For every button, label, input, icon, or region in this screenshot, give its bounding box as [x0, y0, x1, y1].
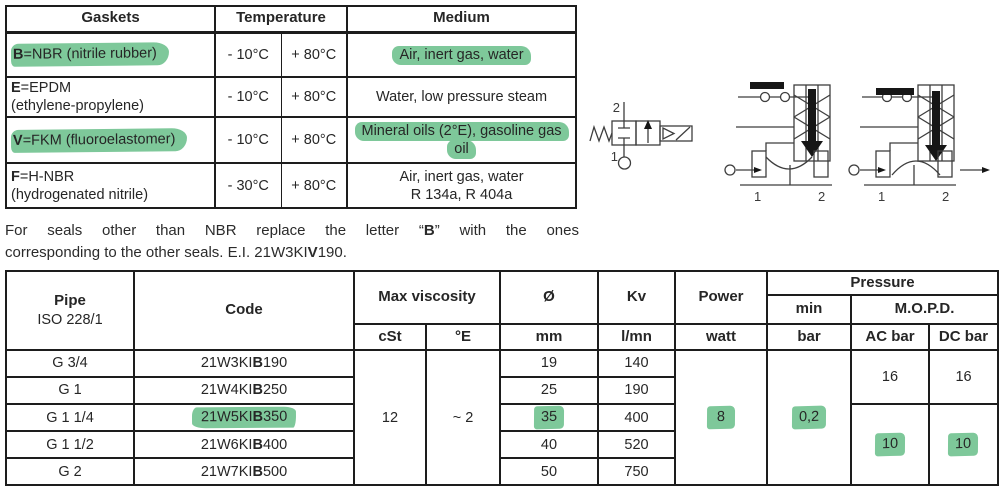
gasket-name-cell — [6, 163, 215, 208]
oe-value-cell: ~ 2 — [426, 350, 500, 485]
gasket-row-fkm — [6, 117, 576, 163]
code-text: 21W6KI — [200, 436, 253, 453]
medium-cell — [347, 163, 576, 208]
pipe-cell: G 2 — [6, 458, 134, 485]
dc-bar-header: DC bar — [929, 324, 998, 350]
medium-cell: Water, low pressure steam — [347, 77, 576, 117]
diameter-cell: 19 — [500, 350, 598, 377]
valve-section-open-icon — [849, 85, 990, 204]
pipe-header — [6, 271, 134, 350]
spec-header-row-1 — [6, 271, 998, 295]
note-text: 190. — [317, 243, 347, 261]
highlight-marker — [192, 407, 296, 429]
code-header: Code — [134, 271, 354, 350]
temp-max-cell: + 80°C — [281, 32, 347, 77]
power-header: Power — [675, 271, 767, 324]
code-seal-letter: B — [252, 355, 263, 372]
code-text: 21W3KI — [200, 355, 253, 372]
ac-bar-header: AC bar — [851, 324, 929, 350]
note-text: ” with the ones — [434, 222, 579, 239]
gasket-name: =H-NBR — [19, 168, 75, 185]
code-seal-letter: B — [252, 463, 263, 480]
watt-unit-header: watt — [675, 324, 767, 350]
gasket-letter: E — [11, 80, 21, 96]
code-cell — [134, 458, 354, 485]
code-cell — [134, 377, 354, 404]
medium-cell — [347, 117, 576, 163]
highlight-marker — [11, 42, 169, 67]
lmn-unit-header: l/mn — [598, 324, 675, 350]
code-text: 21W7KI — [200, 463, 253, 480]
code-seal-letter: B — [252, 382, 263, 399]
gaskets-column-header: Gaskets — [6, 6, 215, 32]
code-text: 190 — [262, 355, 288, 372]
note-text: corresponding to the other seals. E.I. 21W3KI — [5, 243, 308, 261]
highlight-marker: Air, inert gas, water — [392, 46, 530, 65]
oe-unit-header: °E — [426, 324, 500, 350]
note-bold-letter: V — [307, 243, 318, 261]
diameter-cell: 40 — [500, 431, 598, 458]
highlight-marker: Mineral oils (2°E), gasoline gas oil — [355, 122, 569, 159]
valve-symbol-icon — [590, 100, 692, 169]
diameter-cell: 25 — [500, 377, 598, 404]
gasket-name: =NBR (nitrile rubber) — [23, 45, 157, 63]
diameter-cell: 50 — [500, 458, 598, 485]
kv-cell: 750 — [598, 458, 675, 485]
pipe-cell: G 1 1/2 — [6, 431, 134, 458]
bar-unit-header: bar — [767, 324, 851, 350]
temp-min-cell: - 10°C — [215, 117, 281, 163]
port-label: 2 — [942, 189, 950, 204]
pipe-cell: G 1 — [6, 377, 134, 404]
code-seal-letter: B — [252, 436, 263, 453]
diameter-header: Ø — [500, 271, 598, 324]
highlight-marker: 35 — [534, 406, 564, 430]
port-label: 2 — [818, 189, 826, 204]
note-line2 — [5, 242, 579, 264]
highlight-marker — [11, 128, 188, 153]
highlight-marker: 10 — [948, 433, 978, 457]
gasket-name: =FKM (fluoroelastomer) — [22, 130, 176, 149]
gasket-name-line2: (ethylene-propylene) — [11, 98, 144, 115]
seal-replacement-note — [5, 220, 579, 264]
kv-cell: 140 — [598, 350, 675, 377]
spec-row-g34 — [6, 350, 998, 377]
gasket-letter: V — [12, 132, 23, 149]
gasket-name: =EPDM — [20, 80, 72, 96]
medium-line1: Air, inert gas, water — [399, 168, 524, 185]
code-text: 500 — [262, 463, 288, 480]
highlight-marker: 0,2 — [792, 406, 826, 430]
gaskets-table — [5, 5, 577, 209]
min-pressure-subheader: min — [767, 295, 851, 324]
valve-diagrams — [578, 55, 998, 215]
pipe-header-label: Pipe — [54, 292, 86, 310]
gaskets-header-row — [6, 6, 576, 32]
mopd-subheader: M.O.P.D. — [851, 295, 998, 324]
note-line1 — [5, 220, 579, 242]
power-value-cell — [675, 350, 767, 485]
medium-cell — [347, 32, 576, 77]
gasket-row-epdm — [6, 77, 576, 117]
port-label: 2 — [612, 100, 620, 115]
code-text: 250 — [262, 382, 288, 399]
gasket-name-line2: (hydrogenated nitrile) — [11, 186, 149, 203]
gasket-row-nbr — [6, 32, 576, 77]
pipe-header-standard: ISO 228/1 — [37, 311, 103, 328]
code-cell — [134, 404, 354, 431]
kv-header: Kv — [598, 271, 675, 324]
cst-unit-header: cSt — [354, 324, 426, 350]
mm-unit-header: mm — [500, 324, 598, 350]
port-label: 1 — [878, 189, 886, 204]
kv-cell: 190 — [598, 377, 675, 404]
gasket-name-cell — [6, 32, 215, 77]
code-text: 21W4KI — [200, 382, 253, 399]
temp-min-cell: - 10°C — [215, 32, 281, 77]
ac-bar-cell: 16 — [851, 350, 929, 404]
port-label: 1 — [610, 149, 618, 164]
max-viscosity-header: Max viscosity — [354, 271, 500, 324]
gasket-letter: F — [11, 168, 20, 185]
pipe-cell: G 3/4 — [6, 350, 134, 377]
dc-bar-cell: 16 — [929, 350, 998, 404]
min-pressure-cell — [767, 350, 851, 485]
code-text: 400 — [262, 436, 288, 453]
temp-min-cell: - 30°C — [215, 163, 281, 208]
temp-max-cell: + 80°C — [281, 117, 347, 163]
code-text: 21W5KI — [200, 408, 253, 426]
medium-line2: R 134a, R 404a — [410, 186, 513, 203]
dc-bar-cell — [929, 404, 998, 485]
note-text: For seals other than NBR replace the letter “ — [5, 222, 424, 239]
code-cell — [134, 350, 354, 377]
code-cell — [134, 431, 354, 458]
gasket-letter: B — [12, 46, 24, 63]
temp-max-cell: + 80°C — [281, 77, 347, 117]
medium-column-header: Medium — [347, 6, 576, 32]
temp-max-cell: + 80°C — [281, 163, 347, 208]
ac-bar-cell — [851, 404, 929, 485]
pipe-cell: G 1 1/4 — [6, 404, 134, 431]
highlight-marker: 10 — [875, 433, 905, 457]
cst-value-cell: 12 — [354, 350, 426, 485]
code-seal-letter: B — [252, 408, 263, 425]
spec-table — [5, 270, 999, 486]
note-bold-letter: B — [423, 222, 435, 239]
port-label: 1 — [754, 189, 762, 204]
pressure-header: Pressure — [767, 271, 998, 295]
temp-min-cell: - 10°C — [215, 77, 281, 117]
gasket-name-cell — [6, 117, 215, 163]
kv-cell: 400 — [598, 404, 675, 431]
diameter-cell — [500, 404, 598, 431]
highlight-marker: 8 — [707, 406, 735, 430]
code-text: 350 — [262, 408, 288, 425]
kv-cell: 520 — [598, 431, 675, 458]
temperature-column-header: Temperature — [215, 6, 347, 32]
gasket-row-hnbr — [6, 163, 576, 208]
gasket-name-cell — [6, 77, 215, 117]
valve-section-closed-icon — [725, 82, 832, 204]
